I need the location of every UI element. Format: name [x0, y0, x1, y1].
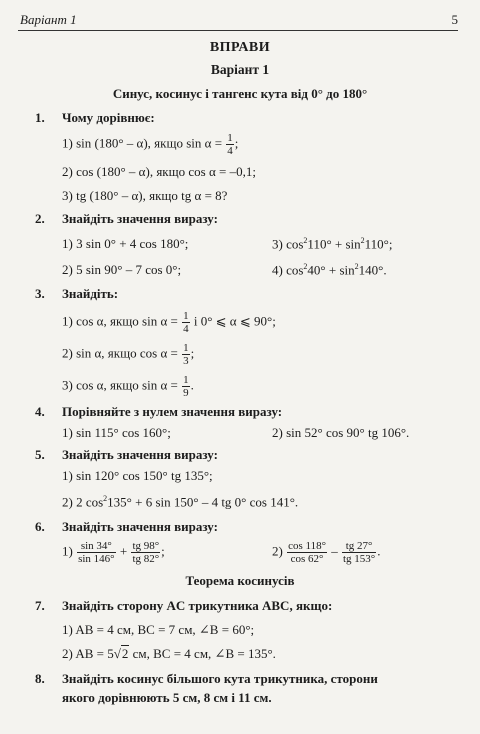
exercise-question: Знайдіть: [62, 286, 119, 301]
exercise-question: Знайдіть косинус більшого кута трикутника, сторони [62, 671, 378, 686]
exercise-option: 2) $\frac{\cos 118^\circ}{\cos 62^\circ}$ – $\frac{tg 27^\circ}{tg 153^\circ}$ . [272, 540, 381, 565]
exercise-option: 2) 5 sin 90° – 7 cos 0°; [62, 262, 182, 277]
exercise-option: 1) cos α, якщо sin α = $\frac{1}{4}$ і 0° ⩽ α ⩽ 90°; [62, 310, 276, 335]
fraction: $\frac{1}{9}$ [183, 374, 189, 399]
exercise-option: 2) sin 52° cos 90° tg 106°. [272, 425, 410, 440]
exercise-question: Знайдіть сторону AC трикутника ABC, якщо: [62, 598, 333, 613]
exercise-option: 3) $\cos^2110^\circ + \sin^2110^\circ$; [272, 236, 393, 252]
exercise-number: 4. [35, 404, 45, 419]
header-variant: Варіант 1 [20, 12, 77, 27]
exercise-option: 4) $\cos^240^\circ + \sin^2140^\circ$. [272, 262, 387, 278]
fraction: $\frac{tg 98^\circ}{tg 82^\circ}$ [132, 540, 160, 565]
fraction: $\frac{\sin 34^\circ}{\sin 146^\circ}$ [78, 540, 115, 565]
exercise-option: 1) sin (180° – α), якщо sin α = $\frac{1}{4}$ ; [62, 132, 239, 157]
fraction: $\frac{1}{3}$ [183, 342, 189, 367]
exercise-option: 3) tg (180° – α), якщо tg α = 8? [62, 188, 228, 203]
exercise-option: 3) cos α, якщо sin α = $\frac{1}{9}$ . [62, 374, 194, 399]
header-rule [18, 30, 458, 31]
exercise-question: Знайдіть значення виразу: [62, 519, 218, 534]
page-number: 5 [451, 12, 458, 27]
exercise-option: 1) 3 sin 0° + 4 cos 180°; [62, 236, 189, 251]
exercise-option: 1) AB = 4 см, BC = 7 см, ∠B = 60°; [62, 622, 255, 637]
running-header [20, 12, 458, 30]
exercise-question: Чому дорівнює: [62, 110, 155, 125]
exercise-number: 3. [35, 286, 45, 301]
exercise-question-continued: якого дорівнюють 5 см, 8 см і 11 см. [62, 690, 272, 705]
section-title: ВПРАВИ [209, 40, 271, 55]
exercise-number: 1. [35, 110, 45, 125]
exercise-number: 8. [35, 671, 45, 686]
exercise-number: 7. [35, 598, 45, 613]
exercise-option: 2) cos (180° – α), якщо cos α = –0,1; [62, 164, 256, 179]
fraction: $\frac{1}{4}$ [227, 132, 233, 157]
exercise-question: Знайдіть значення виразу: [62, 447, 218, 462]
fraction: $\frac{tg 27^\circ}{tg 153^\circ}$ [343, 540, 376, 565]
exercise-number: 6. [35, 519, 45, 534]
topic-title-cosines: Теорема косинусів [185, 573, 295, 588]
variant-title: Варіант 1 [210, 62, 270, 77]
exercise-option: 2) AB = 5√2 см, BC = 4 см, ∠B = 135°. [62, 646, 276, 661]
exercise-option: 2) 2 $\cos^2135^\circ + 6$ sin 150° – 4 tg 0° cos 141°. [62, 494, 299, 510]
exercise-option: 1) $\frac{\sin 34^\circ}{\sin 146^\circ}$ + $\frac{tg 98^\circ}{tg 82^\circ}$ ; [62, 540, 165, 565]
exercise-option: 1) sin 115° cos 160°; [62, 425, 171, 440]
exercise-option: 2) sin α, якщо cos α = $\frac{1}{3}$ ; [62, 342, 195, 367]
exercise-option: 1) sin 120° cos 150° tg 135°; [62, 468, 213, 483]
topic-title-trig: Синус, косинус і тангенс кута від 0° до 180° [112, 86, 368, 101]
exercise-number: 2. [35, 211, 45, 226]
exercise-number: 5. [35, 447, 45, 462]
exercise-question: Порівняйте з нулем значення виразу: [62, 404, 283, 419]
fraction: $\frac{1}{4}$ [183, 310, 189, 335]
fraction: $\frac{\cos 118^\circ}{\cos 62^\circ}$ [288, 540, 326, 565]
exercise-question: Знайдіть значення виразу: [62, 211, 218, 226]
